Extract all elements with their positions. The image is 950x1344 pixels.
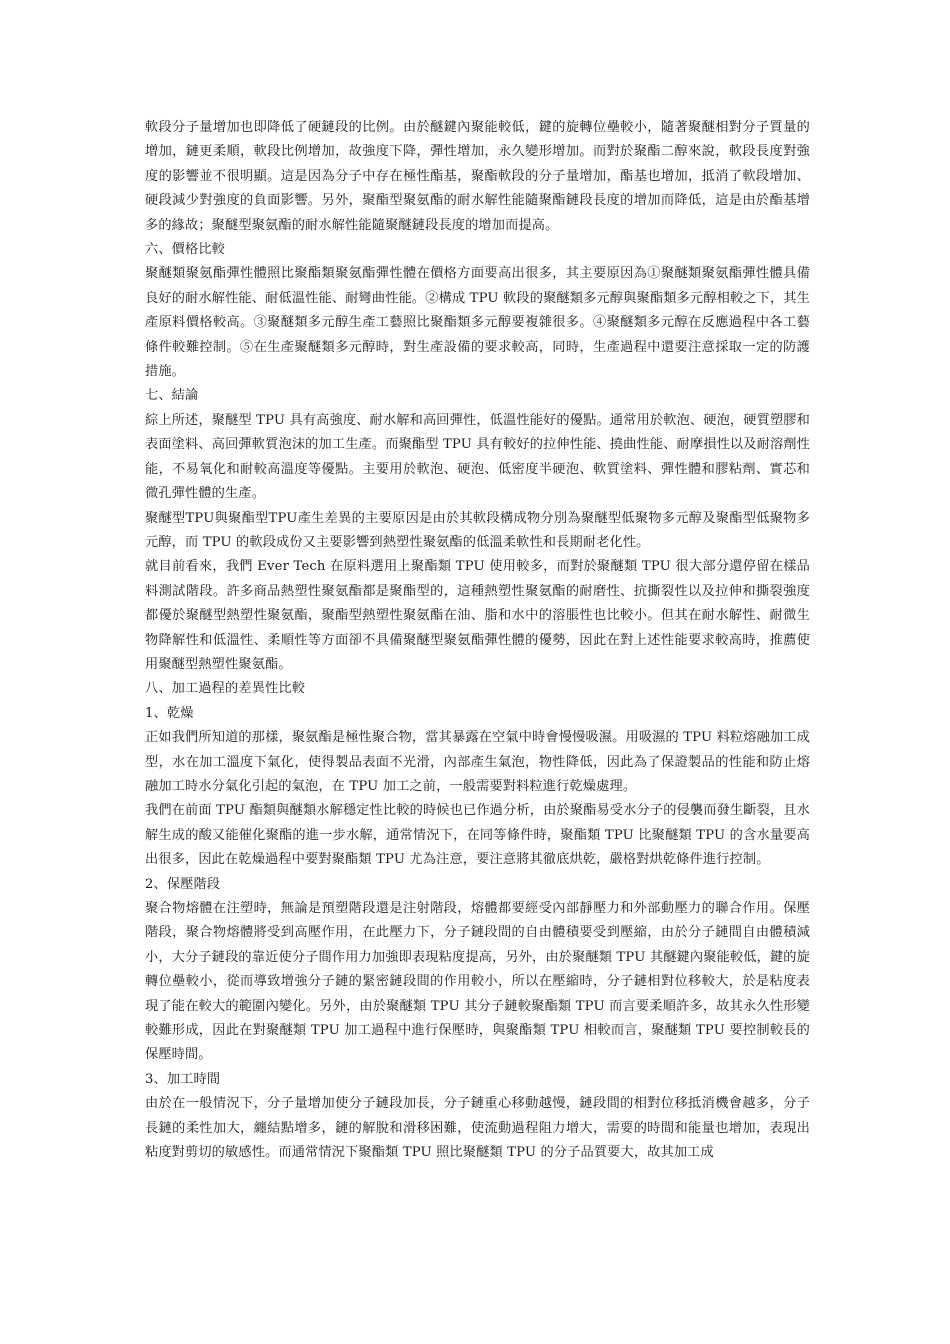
paragraph: 聚醚類聚氨酯彈性體照比聚酯類聚氨酯彈性體在價格方面要高出很多，其主要原因為①聚醚類聚氨酯彈性體具備良好的耐水解性能、耐低溫性能、耐彎曲性能。②構成 TPU 軟段的聚醚類多元醇與聚酯類多元醇相較之下，其生產原料價格較高。③聚醚類多元醇生產工藝照比聚酯類多元醇要複雜很多。④聚醚類多元醇在反應過程中各工藝條件較難控制。⑤在生產聚醚類多元醇時，對生產設備的要求較高，同時，生產過程中還要注意採取一定的防護措施。 bbox=[145, 266, 810, 380]
subsection-heading-holding-pressure: 2、保壓階段 bbox=[145, 876, 221, 892]
section-heading-price: 六、價格比較 bbox=[145, 242, 226, 258]
paragraph: 就目前看來，我們 Ever Tech 在原料選用上聚酯類 TPU 使用較多，而對於聚醚類 TPU 很大部分還停留在樣品料測試階段。許多商品熱塑性聚氨酯都是聚酯型的，這種熱塑性聚氨酯的耐磨性、抗撕裂性以及拉伸和撕裂強度都優於聚醚型熱塑性聚氨酯，聚酯型熱塑性聚氨酯在油、脂和水中的溶脹性也比較小。但其在耐水解性、耐微生物降解性和低溫性、柔順性等方面卻不具備聚醚型聚氨酯彈性體的優勢，因此在對上述性能要求較高時，推薦使用聚醚型熱塑性聚氨酯。 bbox=[145, 559, 810, 672]
subsection-heading-drying: 1、乾燥 bbox=[145, 705, 194, 721]
paragraph: 我們在前面 TPU 酯類與醚類水解穩定性比較的時候也已作過分析，由於聚酯易受水分子的侵襲而發生斷裂，且水解生成的酸又能催化聚酯的進一步水解，通常情況下，在同等條件時，聚酯類 TPU 比聚醚類 TPU 的含水量要高出很多，因此在乾燥過程中要對聚酯類 TPU 尤為注意，要注意將其徹底烘乾，嚴格對烘乾條件進行控制。 bbox=[145, 803, 810, 868]
paragraph: 正如我們所知道的那樣，聚氨酯是極性聚合物，當其暴露在空氣中時會慢慢吸濕。用吸濕的 TPU 料粒熔融加工成型，水在加工溫度下氣化，使得製品表面不光滑，內部產生氣泡，物性降低，因此為了保證製品的性能和防止熔融加工時水分氣化引起的氣泡，在 TPU 加工之前，一般需要對料粒進行乾燥處理。 bbox=[145, 730, 810, 794]
paragraph: 由於在一般情況下，分子量增加使分子鏈段加長，分子鏈重心移動越慢，鏈段間的相對位移抵消機會越多，分子長鏈的柔性加大，纏結點增多，鏈的解脫和滑移困難，使流動過程阻力增大，需要的時間和能量也增加，表現出粘度對剪切的敏感性。而通常情況下聚酯類 TPU 照比聚醚類 TPU 的分子品質要大，故其加工成 bbox=[145, 1096, 810, 1161]
paragraph: 綜上所述，聚醚型 TPU 具有高強度、耐水解和高回彈性，低溫性能好的優點。通常用於軟泡、硬泡，硬質塑膠和表面塗料、高回彈軟質泡沫的加工生產。而聚酯型 TPU 具有較好的拉伸性能、撓曲性能、耐摩損性以及耐溶劑性能，不易氧化和耐較高溫度等優點。主要用於軟泡、硬泡、低密度半硬泡、軟質塗料、彈性體和膠粘劑、實芯和微孔彈性體的生產。 bbox=[145, 412, 810, 502]
section-heading-conclusion: 七、結論 bbox=[145, 388, 199, 404]
paragraph: 聚合物熔體在注塑時，無論是預塑階段還是注射階段，熔體都要經受內部靜壓力和外部動壓力的聯合作用。保壓階段，聚合物熔體將受到高壓作用，在此壓力下，分子鏈段間的自由體積要受到壓縮，由於分子鏈間自由體積減小，大分子鏈段的靠近使分子間作用力加強即表現粘度提高，另外，由於聚醚類 TPU 其醚鍵內聚能較低，鍵的旋轉位壘較小，從而導致增強分子鏈的緊密鏈段間的作用較小，所以在壓縮時，分子鏈相對位移較大，於是粘度表現了能在較大的範圍內變化。另外，由於聚醚類 TPU 其分子鏈較聚酯類 TPU 而言要柔順許多，故其永久性形變較難形成，因此在對聚醚類 TPU 加工過程中進行保壓時，與聚酯類 TPU 相較而言，聚醚類 TPU 要控制較長的保壓時間。 bbox=[145, 901, 810, 1063]
document-body bbox=[145, 116, 810, 1165]
paragraph: 軟段分子量增加也即降低了硬鏈段的比例。由於醚鍵內聚能較低，鍵的旋轉位壘較小，隨著聚醚相對分子質量的增加，鏈更柔順，軟段比例增加，故強度下降，彈性增加，永久變形增加。而對於聚酯二醇來說，軟段長度對強度的影響並不很明顯。這是因為分子中存在極性酯基，聚酯軟段的分子量增加，酯基也增加，抵消了軟段增加、硬段減少對強度的負面影響。另外，聚酯型聚氨酯的耐水解性能隨聚酯鏈段長度的增加而降低，這是由於酯基增多的緣故；聚醚型聚氨酯的耐水解性能隨聚醚鏈段長度的增加而提高。 bbox=[145, 120, 810, 233]
paragraph: 聚醚型TPU與聚酯型TPU產生差異的主要原因是由於其軟段構成物分別為聚醚型低聚物多元醇及聚酯型低聚物多元醇，而 TPU 的軟段成份又主要影響到熱塑性聚氨酯的低溫柔軟性和長期耐老化性。 bbox=[145, 510, 810, 550]
subsection-heading-processing-time: 3、加工時間 bbox=[145, 1071, 221, 1087]
section-heading-processing: 八、加工過程的差異性比較 bbox=[145, 681, 306, 697]
